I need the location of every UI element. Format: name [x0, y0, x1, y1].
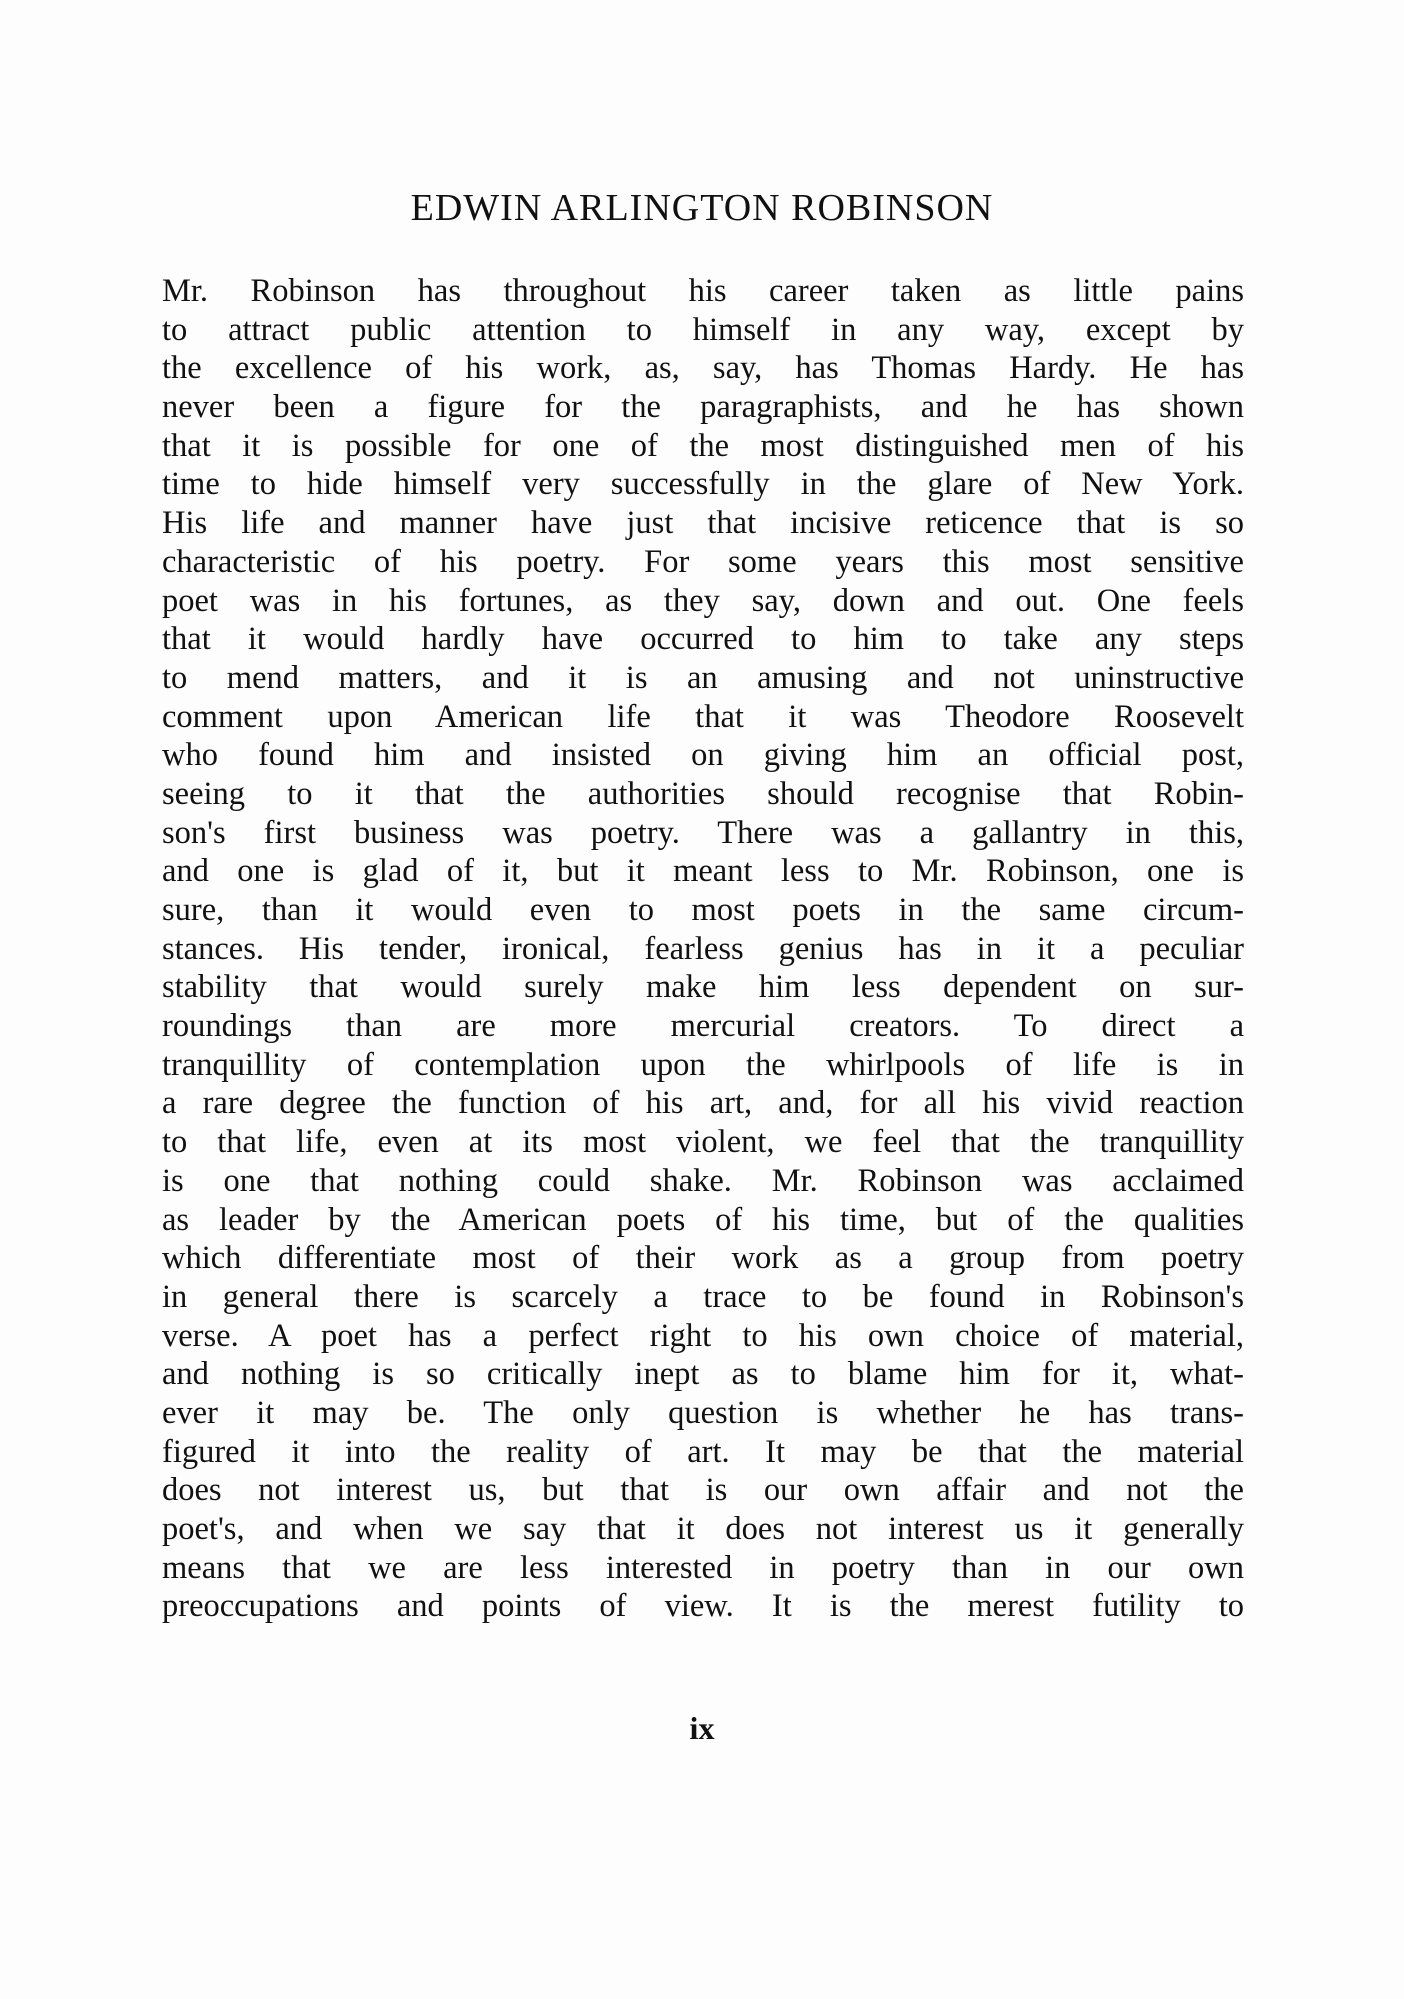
text-line: His life and manner have just that incisive reticence that is so: [162, 505, 1244, 542]
text-line: a rare degree the function of his art, and, for all his vivid reaction: [162, 1085, 1244, 1122]
text-line: to that life, even at its most violent, we feel that the tranquillity: [162, 1124, 1244, 1161]
text-line: characteristic of his poetry. For some years this most sensitive: [162, 543, 1244, 580]
text-line: son's first business was poetry. There was a gallantry in this,: [162, 814, 1244, 851]
text-line: preoccupations and points of view. It is the merest futility to: [162, 1588, 1244, 1625]
text-line: is one that nothing could shake. Mr. Robinson was acclaimed: [162, 1162, 1244, 1199]
text-line: that it would hardly have occurred to him to take any steps: [162, 621, 1244, 658]
page-number: ix: [689, 1710, 715, 1746]
text-line: poet's, and when we say that it does not interest us it generally: [162, 1511, 1244, 1547]
body-paragraph: [162, 272, 1244, 1626]
text-line: seeing to it that the authorities should recognise that Robin-: [162, 775, 1244, 812]
text-line: to attract public attention to himself in any way, except by: [162, 311, 1244, 348]
text-line: time to hide himself very successfully in the glare of New York.: [162, 466, 1244, 503]
text-line: does not interest us, but that is our own affair and not the: [162, 1472, 1244, 1509]
text-line: the excellence of his work, as, say, has Thomas Hardy. He has: [162, 350, 1244, 387]
text-line: ever it may be. The only question is whether he has trans-: [162, 1394, 1244, 1431]
text-line: never been a figure for the paragraphists, and he has shown: [162, 389, 1244, 426]
text-line: stability that would surely make him less dependent on sur-: [162, 969, 1244, 1006]
text-line: means that we are less interested in poetry than in our own: [162, 1549, 1244, 1586]
text-line: poet was in his fortunes, as they say, down and out. One feels: [162, 582, 1244, 619]
text-line: comment upon American life that it was Theodore Roosevelt: [162, 698, 1244, 735]
text-line: Mr. Robinson has throughout his career taken as little pains: [162, 273, 1244, 309]
text-line: figured it into the reality of art. It may be that the material: [162, 1433, 1244, 1470]
text-line: tranquillity of contemplation upon the whirlpools of life is in: [162, 1046, 1244, 1083]
text-line: and nothing is so critically inept as to blame him for it, what-: [162, 1356, 1244, 1393]
text-line: and one is glad of it, but it meant less to Mr. Robinson, one is: [162, 853, 1244, 890]
text-line: verse. A poet has a perfect right to his own choice of material,: [162, 1317, 1244, 1354]
text-line: roundings than are more mercurial creators. To direct a: [162, 1008, 1244, 1045]
text-line: who found him and insisted on giving him an official post,: [162, 737, 1244, 774]
text-line: which differentiate most of their work as a group from poetry: [162, 1240, 1244, 1277]
text-line: in general there is scarcely a trace to be found in Robinson's: [162, 1278, 1244, 1315]
text-line: stances. His tender, ironical, fearless genius has in it a peculiar: [162, 930, 1244, 967]
text-line: that it is possible for one of the most distinguished men of his: [162, 427, 1244, 464]
page-title: EDWIN ARLINGTON ROBINSON: [410, 187, 994, 229]
text-line: as leader by the American poets of his time, but of the qualities: [162, 1201, 1244, 1238]
text-line: to mend matters, and it is an amusing and not uninstructive: [162, 659, 1244, 696]
text-line: sure, than it would even to most poets in the same circum-: [162, 892, 1244, 928]
